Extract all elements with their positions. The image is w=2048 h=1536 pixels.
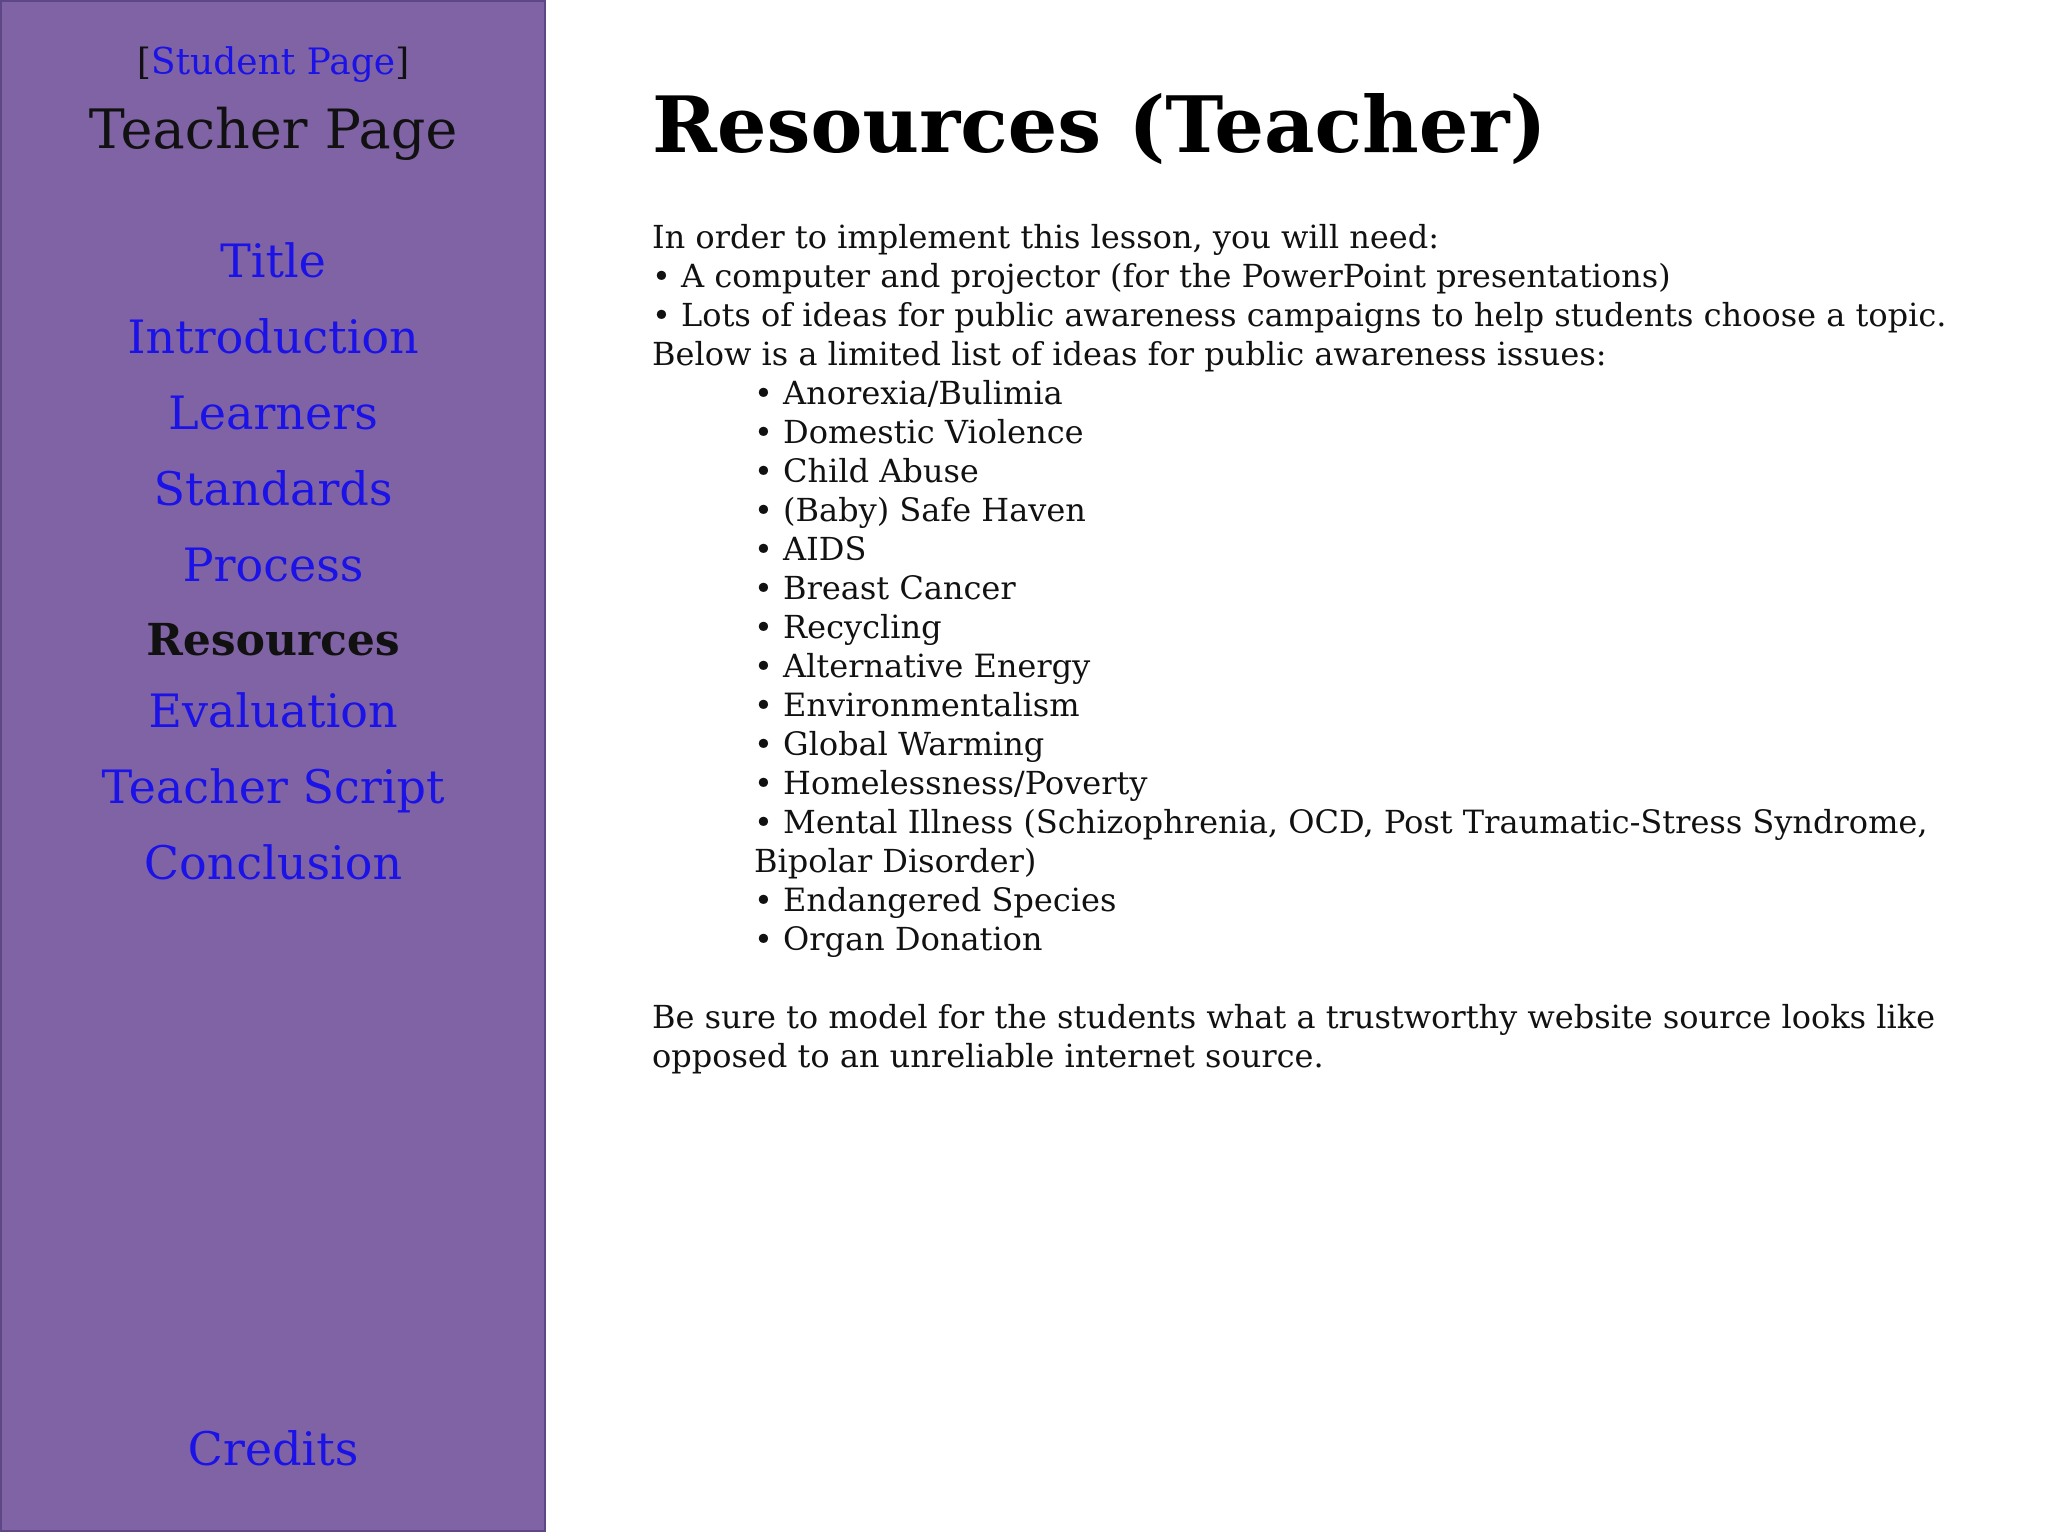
issue-item: • Alternative Energy xyxy=(754,647,1091,685)
issue-item: • AIDS xyxy=(754,530,867,568)
issue-item: • Anorexia/Bulimia xyxy=(754,374,1063,412)
issue-item: • Domestic Violence xyxy=(754,413,1084,451)
issue-item: • (Baby) Safe Haven xyxy=(754,491,1086,529)
list-intro-text: Below is a limited list of ideas for public awareness issues: xyxy=(652,335,1607,373)
issue-item: • Global Warming xyxy=(754,725,1045,763)
need-item: • Lots of ideas for public awareness campaigns to help students choose a topic. xyxy=(652,296,1947,334)
issue-item: • Homelessness/Poverty xyxy=(754,764,1148,802)
issue-item: • Endangered Species xyxy=(754,881,1117,919)
nav-item-resources-current: Resources xyxy=(146,615,400,666)
bracket-close: ] xyxy=(395,42,410,83)
need-item: • A computer and projector (for the PowerPoint presentations) xyxy=(652,257,1671,295)
issue-item: • Mental Illness (Schizophrenia, OCD, Post Traumatic-Stress Syndrome, Bipolar Disorder) xyxy=(754,803,1928,880)
nav-item-conclusion[interactable]: Conclusion xyxy=(143,836,403,890)
nav-item-credits[interactable]: Credits xyxy=(187,1422,359,1476)
nav-item-title[interactable]: Title xyxy=(220,234,326,288)
nav-item-learners[interactable]: Learners xyxy=(168,386,378,440)
resources-body xyxy=(652,218,1992,1076)
nav-item-evaluation[interactable]: Evaluation xyxy=(148,684,398,738)
sidebar-title: Teacher Page xyxy=(88,98,458,161)
issue-item: • Organ Donation xyxy=(754,920,1043,958)
nav-item-introduction[interactable]: Introduction xyxy=(127,310,419,364)
issue-item: • Environmentalism xyxy=(754,686,1080,724)
intro-text: In order to implement this lesson, you will need: xyxy=(652,218,1439,256)
issue-item: • Breast Cancer xyxy=(754,569,1016,607)
page-title: Resources (Teacher) xyxy=(652,80,1547,171)
student-page-link[interactable]: Student Page xyxy=(150,42,396,83)
nav-item-teacher-script[interactable]: Teacher Script xyxy=(101,760,445,814)
issue-item: • Recycling xyxy=(754,608,942,646)
closing-text: Be sure to model for the students what a trustworthy website source looks like opposed to an unreliable internet source. xyxy=(652,998,1936,1075)
sidebar-nav xyxy=(2,230,544,908)
nav-item-standards[interactable]: Standards xyxy=(153,462,393,516)
student-page-link-line xyxy=(2,42,544,83)
bracket-open: [ xyxy=(136,42,151,83)
issues-list xyxy=(652,374,1992,959)
issue-item: • Child Abuse xyxy=(754,452,979,490)
sidebar xyxy=(0,0,546,1532)
nav-item-process[interactable]: Process xyxy=(182,538,364,592)
